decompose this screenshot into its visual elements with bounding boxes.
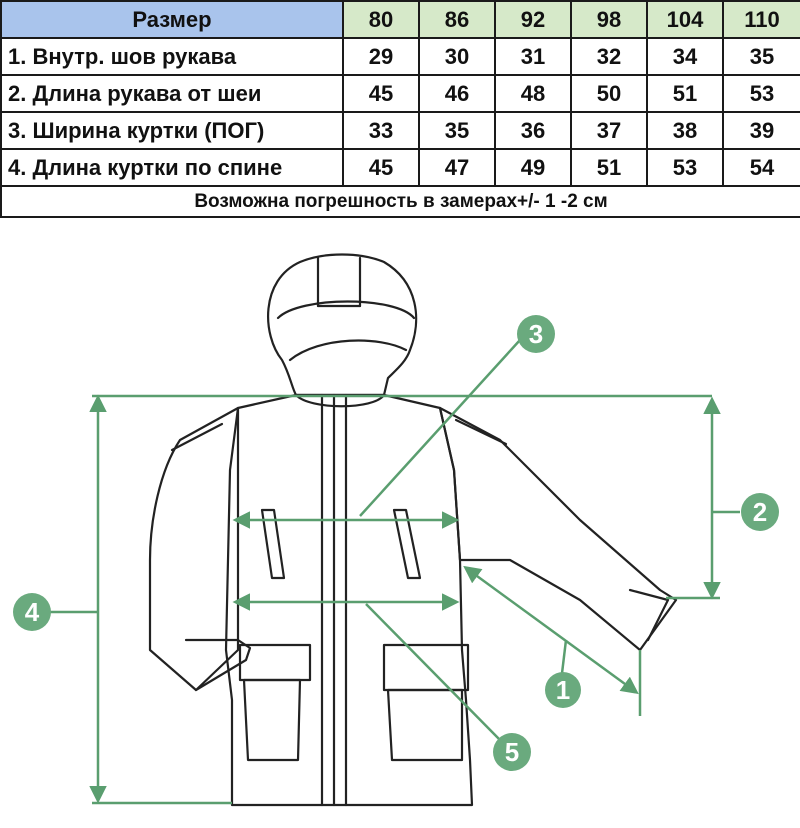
table-cell: 37 — [571, 112, 647, 149]
svg-text:4: 4 — [24, 597, 40, 627]
size-header-92: 92 — [495, 1, 571, 38]
marker-3 — [517, 315, 555, 353]
size-header-98: 98 — [571, 1, 647, 38]
row-label: 3. Ширина куртки (ПОГ) — [1, 112, 343, 149]
size-header-80: 80 — [343, 1, 419, 38]
size-header-86: 86 — [419, 1, 495, 38]
svg-text:3: 3 — [528, 319, 544, 349]
size-header-110: 110 — [723, 1, 800, 38]
table-cell: 46 — [419, 75, 495, 112]
marker-5 — [493, 733, 531, 771]
table-cell: 45 — [343, 149, 419, 186]
table-cell: 34 — [647, 38, 723, 75]
table-cell: 35 — [419, 112, 495, 149]
jacket-measurement-diagram — [0, 232, 800, 828]
table-cell: 36 — [495, 112, 571, 149]
jacket-outline-icon — [150, 255, 676, 806]
table-cell: 45 — [343, 75, 419, 112]
svg-text:5: 5 — [504, 737, 520, 767]
size-header-104: 104 — [647, 1, 723, 38]
table-cell: 49 — [495, 149, 571, 186]
measurement-note: Возможна погрешность в замерах+/- 1 -2 см — [1, 186, 800, 217]
table-cell: 53 — [723, 75, 800, 112]
table-cell: 54 — [723, 149, 800, 186]
row-label: 4. Длина куртки по спине — [1, 149, 343, 186]
svg-text:2: 2 — [752, 497, 768, 527]
marker-3-leader — [360, 340, 520, 516]
marker-5-leader — [366, 604, 500, 740]
table-cell: 38 — [647, 112, 723, 149]
table-cell: 47 — [419, 149, 495, 186]
row-label: 2. Длина рукава от шеи — [1, 75, 343, 112]
table-cell: 51 — [571, 149, 647, 186]
size-header-label: Размер — [1, 1, 343, 38]
table-row — [1, 149, 800, 186]
table-cell: 35 — [723, 38, 800, 75]
note-row — [1, 186, 800, 217]
measurement-lines — [50, 340, 740, 803]
size-table — [0, 0, 800, 218]
svg-text:1: 1 — [555, 675, 571, 705]
table-cell: 50 — [571, 75, 647, 112]
table-cell: 39 — [723, 112, 800, 149]
marker-1 — [545, 672, 581, 708]
table-cell: 32 — [571, 38, 647, 75]
table-cell: 29 — [343, 38, 419, 75]
table-cell: 48 — [495, 75, 571, 112]
table-row — [1, 38, 800, 75]
table-cell: 51 — [647, 75, 723, 112]
row-label: 1. Внутр. шов рукава — [1, 38, 343, 75]
table-cell: 53 — [647, 149, 723, 186]
marker-4 — [13, 593, 51, 631]
marker-2 — [741, 493, 779, 531]
table-row — [1, 112, 800, 149]
table-header-row — [1, 1, 800, 38]
table-cell: 30 — [419, 38, 495, 75]
inner-sleeve-line — [466, 568, 636, 692]
table-cell: 31 — [495, 38, 571, 75]
table-cell: 33 — [343, 112, 419, 149]
table-row — [1, 75, 800, 112]
